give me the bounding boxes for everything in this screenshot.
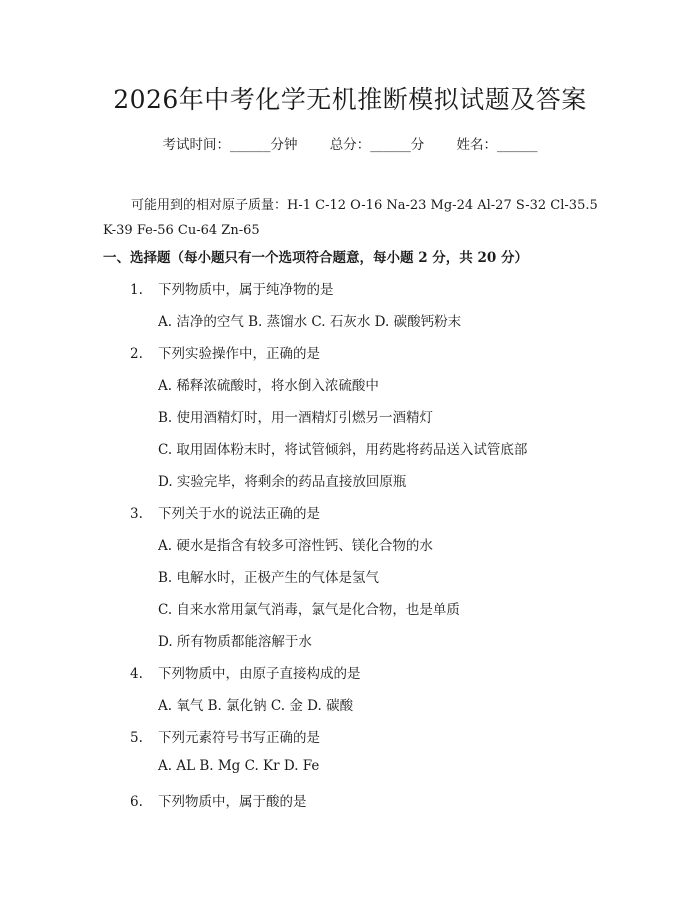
atomic-mass-note [103,193,603,243]
question-3-option-b: B. 电解水时，正极产生的气体是氢气 [158,570,380,586]
question-2-option-a: A. 稀释浓硫酸时，将水倒入浓硫酸中 [158,378,379,394]
atomic-mass-line-1: 可能用到的相对原子质量：H-1 C-12 O-16 Na-23 Mg-24 Al-27 S-32 Cl-35.5 [131,198,598,213]
question-3-option-a: A. 硬水是指含有较多可溶性钙、镁化合物的水 [158,538,433,554]
question-2-option-b: B. 使用酒精灯时，用一酒精灯引燃另一酒精灯 [158,410,434,426]
question-text: 下列物质中，属于酸的是 [158,794,307,810]
question-1-options: A. 洁净的空气 B. 蒸馏水 C. 石灰水 D. 碳酸钙粉末 [158,314,462,330]
question-4-stem [130,662,361,682]
question-6-stem [130,790,307,810]
question-2-stem [130,342,320,362]
question-4-options: A. 氧气 B. 氯化钠 C. 金 D. 碳酸 [158,698,354,714]
question-number: 6. [130,794,143,810]
question-2-option-d: D. 实验完毕，将剩余的药品直接放回原瓶 [158,474,407,490]
total-score-field: 总分：______分 [329,137,425,153]
question-number: 4. [130,666,143,682]
question-5-options: A. AL B. Mg C. Kr D. Fe [158,758,320,774]
question-text: 下列实验操作中，正确的是 [158,346,320,362]
question-3-option-d: D. 所有物质都能溶解于水 [158,634,312,650]
question-number: 5. [130,730,143,746]
question-text: 下列物质中，由原子直接构成的是 [158,666,361,682]
question-number: 3. [130,506,143,522]
student-name-field: 姓名：______ [456,137,538,153]
exam-time-field: 考试时间：______分钟 [162,137,298,153]
question-text: 下列物质中，属于纯净物的是 [158,282,334,298]
question-2-option-c: C. 取用固体粉末时，将试管倾斜，用药匙将药品送入试管底部 [158,442,528,458]
exam-info-line [0,133,700,153]
question-number: 2. [130,346,143,362]
question-3-stem [130,502,320,522]
atomic-mass-line-2: K-39 Fe-56 Cu-64 Zn-65 [103,223,260,238]
question-5-stem [130,726,320,746]
question-3-option-c: C. 自来水常用氯气消毒，氯气是化合物，也是单质 [158,602,460,618]
section-heading: 一、选择题（每小题只有一个选项符合题意，每小题 2 分，共 20 分） [103,250,528,266]
question-number: 1. [130,282,143,298]
page-title: 2026年中考化学无机推断模拟试题及答案 [113,85,587,114]
question-text: 下列元素符号书写正确的是 [158,730,320,746]
question-1-stem [130,278,334,298]
question-text: 下列关于水的说法正确的是 [158,506,320,522]
